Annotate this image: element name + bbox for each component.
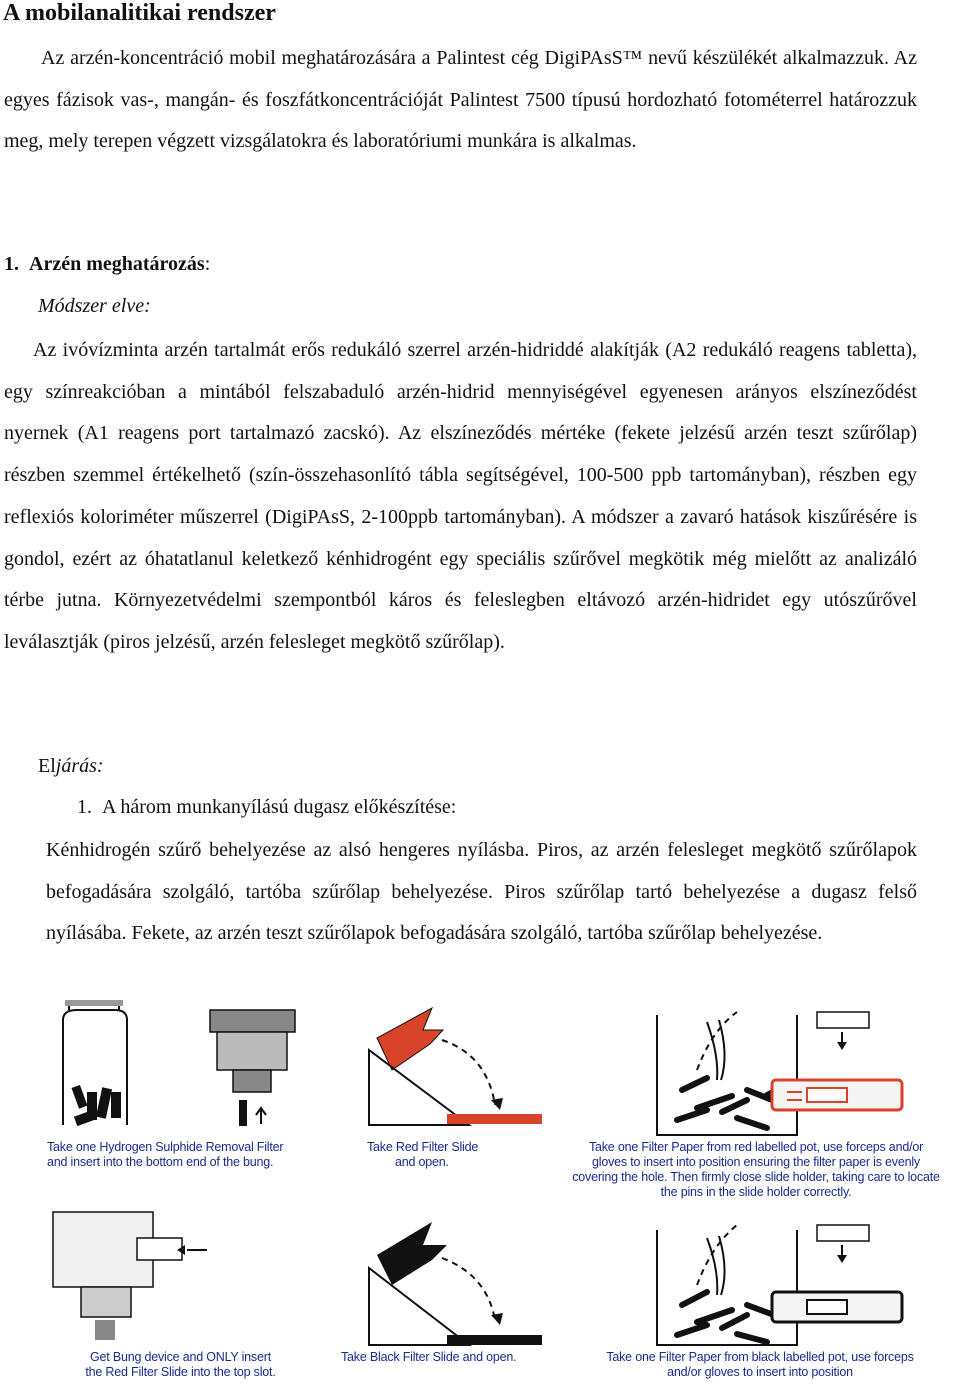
black-paper-drawing [657,1225,902,1345]
procedure-label [38,755,104,778]
method-label: Módszer elve: [38,295,151,317]
caption-red-filter-slide: Take Red Filter Slide and open. [367,1140,479,1169]
section-title: Arzén meghatározás [29,253,205,275]
procedure-label-italic: járás: [55,755,104,777]
caption-bung-device: Get Bung device and ONLY insert the Red Filter Slide into the top slot. [85,1350,276,1379]
method-paragraph: Az ivóvízminta arzén tartalmát erős redukáló szerrel arzén-hidriddé alakítják (A2 redukáló reagens tabletta), egy színreakcióban a mintából felszabaduló arzén-hidrid mennyiségével egyenesen arányos elszíneződést nyernek (A1 reagens port tartalmazó zacskó). Az elszíneződés mértéke (fekete jelzésű arzén teszt szűrőlap) részben szemmel értékelhető (szín-összehasonlító tábla segítségével, 100-500 ppb tartományban), részben egy reflexiós koloriméter műszerrel (DigiPAsS, 2-100ppb tartományban). A módszer a zavaró hatások kiszűrésére is gondol, ezért az óhatatlanul keletkező kénhidrogént egy speciális szűrővel megkötik még mielőtt az analizáló térbe jutna. Környezetvédelmi szempontból káros és feleslegben eltávozó arzén-hidridet egy utószűrővel leválasztják (piros jelzésű, arzén felesleget megkötő szűrőlap). [4,339,917,653]
red-paper-drawing [657,1012,902,1135]
step-number: 1. [77,796,92,818]
bung-device-drawing [53,1212,207,1340]
procedure-label-upright: El [38,755,56,777]
section-colon: : [204,253,211,275]
section-number: 1. [4,253,19,275]
caption-black-filter-slide: Take Black Filter Slide and open. [341,1350,517,1364]
instruction-figure [47,1000,953,1387]
step-heading [77,796,456,819]
bung-drawing [210,1010,295,1126]
black-slide-drawing [369,1222,542,1345]
caption-black-filter-paper: Take one Filter Paper from black labelled pot, use forceps and/or gloves to insert into position [606,1350,914,1379]
section-heading [4,253,210,276]
caption-hydrogen-sulphide-filter: Take one Hydrogen Sulphide Removal Filter and insert into the bottom end of the bung. [47,1140,284,1169]
filter-jar-drawing [63,1000,127,1126]
intro-paragraph: Az arzén-koncentráció mobil meghatározására a Palintest cég DigiPAsS™ nevű készülékét alkalmazzuk. Az egyes fázisok vas-, mangán- és foszfátkoncentrációját Palintest 7500 típusú hordozható fotométerrel határozzuk meg, mely terepen végzett vizsgálatokra és laboratóriumi munkára is alkalmas. [4,47,917,153]
page-title: A mobilanalitikai rendszer [3,0,276,26]
step-title: A három munkanyílású dugasz előkészítése: [102,796,457,818]
caption-red-filter-paper: Take one Filter Paper from red labelled pot, use forceps and/or gloves to insert into position ensuring the filter paper is evenly covering the hole. Then firmly close slide holder, taking care to locate the pins in the slide holder correctly. [572,1140,940,1199]
red-slide-drawing [369,1008,542,1125]
step-paragraph: Kénhidrogén szűrő behelyezése az alsó hengeres nyílásba. Piros, az arzén felesleget megkötő szűrőlapok befogadására szolgáló, tartóba szűrőlap behelyezése. Piros szűrőlap tartó behelyezése a dugasz felső nyílásába. Fekete, az arzén teszt szűrőlapok befogadására szolgáló, tartóba szűrőlap behelyezése. [46,839,917,945]
